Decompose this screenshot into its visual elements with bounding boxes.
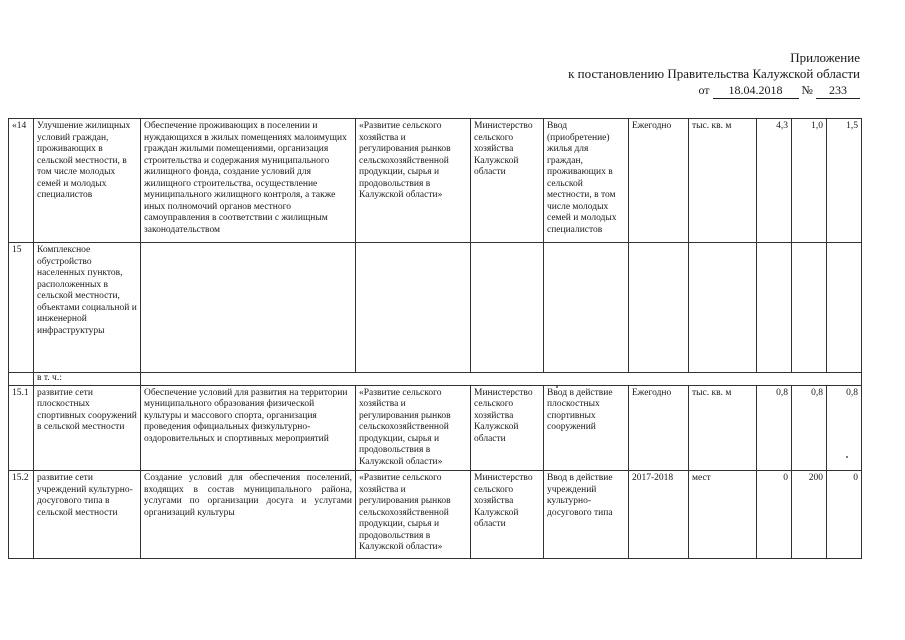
- document-number: 233: [816, 82, 860, 99]
- row-period: Ежегодно: [629, 119, 689, 243]
- row-indicator: Ввод в действие учреждений культурно-досугового типа: [544, 471, 629, 559]
- row-number: 15.2: [9, 471, 34, 559]
- row-unit: тыс. кв. м: [689, 385, 757, 471]
- from-label: от: [698, 83, 710, 97]
- table-row: [9, 243, 862, 373]
- row-name: Улучшение жилищных условий граждан, проживающих в сельской местности, в том числе молодых семей и молодых специалистов: [34, 119, 141, 243]
- row-value-2: 200: [792, 471, 827, 559]
- empty-cell: [757, 243, 792, 373]
- row-name: в т. ч.:: [34, 373, 141, 386]
- row-indicator: Ввод (приобретение) жилья для граждан, проживающих в сельской местности, в том числе молодых семей и молодых специалистов: [544, 119, 629, 243]
- row-value-1: 0,8: [757, 385, 792, 471]
- table-row: [9, 385, 862, 471]
- row-value-3: 1,5: [827, 119, 862, 243]
- row-description: Обеспечение условий для развития на территории муниципального образования физической культуры и массового спорта, организация проведения официальных физкультурно-оздоровительных и спортивных мероприятий: [141, 385, 356, 471]
- scan-speck: [556, 386, 558, 388]
- row-value-2: 0,8: [792, 385, 827, 471]
- row-program: «Развитие сельского хозяйства и регулирования рынков сельскохозяйственной продукции, сырья и продовольствия в Калужской области»: [356, 471, 471, 559]
- empty-cell: [356, 243, 471, 373]
- scan-speck: [846, 456, 848, 458]
- table-row: [9, 471, 862, 559]
- empty-cell: [471, 243, 544, 373]
- table-row: [9, 373, 862, 386]
- row-number: «14: [9, 119, 34, 243]
- row-value-1: 4,3: [757, 119, 792, 243]
- table-row: [9, 119, 862, 243]
- row-number: 15.1: [9, 385, 34, 471]
- row-ministry: Министерство сельского хозяйства Калужской области: [471, 385, 544, 471]
- empty-cell: [827, 243, 862, 373]
- row-name: развитие сети плоскостных спортивных сооружений в сельской местности: [34, 385, 141, 471]
- row-description: Создание условий для обеспечения поселений, входящих в состав муниципального района, услугами по организации досуга и услугами организаций культуры: [141, 471, 356, 559]
- row-period: Ежегодно: [629, 385, 689, 471]
- empty-cell: [629, 243, 689, 373]
- empty-cell: [9, 373, 34, 386]
- row-value-3: 0: [827, 471, 862, 559]
- row-period: 2017-2018: [629, 471, 689, 559]
- row-unit: мест: [689, 471, 757, 559]
- program-table: [8, 118, 862, 559]
- row-value-3: 0,8: [827, 385, 862, 471]
- empty-cell: [141, 243, 356, 373]
- empty-cell: [141, 373, 862, 386]
- row-unit: тыс. кв. м: [689, 119, 757, 243]
- row-name: развитие сети учреждений культурно-досугового типа в сельской местности: [34, 471, 141, 559]
- appendix-date-number: [698, 82, 860, 99]
- row-ministry: Министерство сельского хозяйства Калужской области: [471, 471, 544, 559]
- row-description: Обеспечение проживающих в поселении и нуждающихся в жилых помещениях малоимущих граждан жилыми помещениями, организация строительства и содержания муниципального жилищного фонда, создание условий для жилищного строительства, осуществление муниципального жилищного контроля, а также иных полномочий органов местного самоуправления в соответствии с жилищным законодательством: [141, 119, 356, 243]
- row-program: «Развитие сельского хозяйства и регулирования рынков сельскохозяйственной продукции, сырья и продовольствия в Калужской области»: [356, 385, 471, 471]
- row-indicator: Ввод в действие плоскостных спортивных сооружений: [544, 385, 629, 471]
- row-name: Комплексное обустройство населенных пунктов, расположенных в сельской местности, объектами социальной и инженерной инфраструктуры: [34, 243, 141, 373]
- row-program: «Развитие сельского хозяйства и регулирования рынков сельскохозяйственной продукции, сырья и продовольствия в Калужской области»: [356, 119, 471, 243]
- row-number: 15: [9, 243, 34, 373]
- empty-cell: [689, 243, 757, 373]
- document-date: 18.04.2018: [713, 82, 799, 99]
- empty-cell: [792, 243, 827, 373]
- row-ministry: Министерство сельского хозяйства Калужской области: [471, 119, 544, 243]
- number-label: №: [801, 83, 813, 97]
- appendix-title: Приложение: [790, 50, 860, 65]
- row-value-1: 0: [757, 471, 792, 559]
- appendix-subtitle: к постановлению Правительства Калужской области: [568, 66, 860, 81]
- empty-cell: [544, 243, 629, 373]
- row-value-2: 1,0: [792, 119, 827, 243]
